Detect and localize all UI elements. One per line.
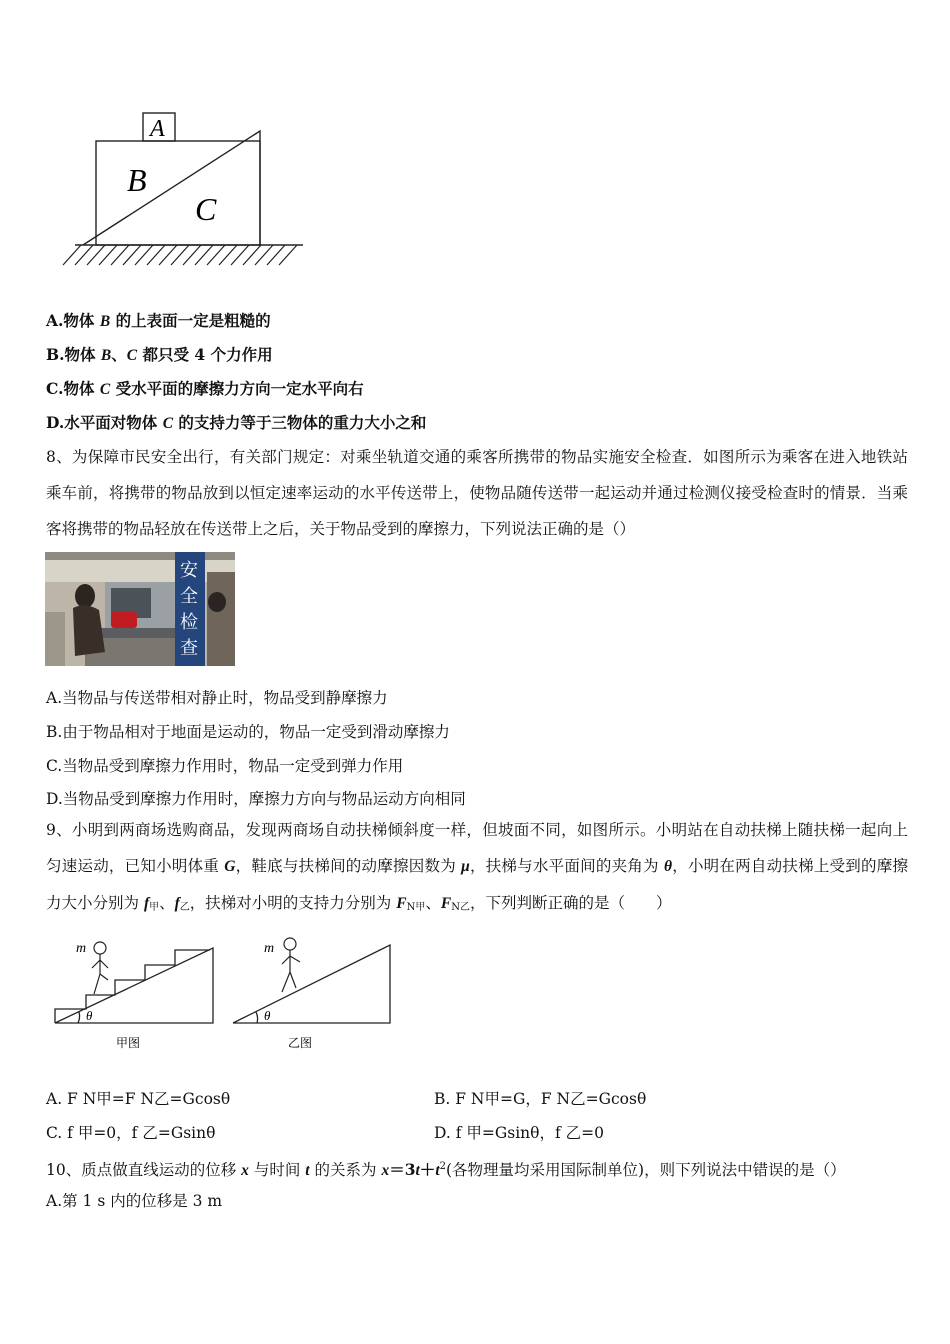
q9-option-b: B. F N甲=G，F N乙=Gcosθ [434, 1090, 647, 1108]
angle-label-left: θ [86, 1008, 93, 1023]
q9-option-a: A. F N甲=F N乙=Gcosθ [46, 1090, 231, 1108]
q9-option-d: D. f 甲=Gsinθ，f 乙=0 [434, 1124, 605, 1142]
security-sign-text: 安全检查 [180, 560, 198, 659]
stick-figure-left [92, 942, 108, 994]
security-check-photo [45, 552, 235, 666]
label-c: C [195, 191, 217, 227]
q7-option-c: C.物体 C 受水平面的摩擦力方向一定水平向右 [46, 379, 364, 398]
wedge-c [83, 131, 260, 245]
escalator-steps [55, 948, 213, 1023]
q8-option-b: B.由于物品相对于地面是运动的，物品一定受到滑动摩擦力 [46, 723, 450, 741]
caption-left: 甲图 [116, 1036, 141, 1050]
blocks-abc-figure [55, 105, 315, 270]
q10-stem: 10、质点做直线运动的位移 x 与时间 t 的关系为 $x=3t+t^2$(各物理量均采用国际制单位)，则下列说法中错误的是（） [46, 1160, 846, 1179]
block-bc [96, 141, 260, 245]
q8-stem: 8、为保障市民安全出行，有关部门规定：对乘坐轨道交通的乘客所携带的物品实施安全检查．如图所示为乘客在进入地铁站乘车前，将携带的物品放到以恒定速率运动的水平传送带上，使物品随传送带一起运动并通过检测仪接受检查时的情景．当乘客将携带的物品轻放在传送带上之后，关于物品受到的摩擦力，下列说法正确的是（） [46, 448, 908, 538]
q8-option-a: A.当物品与传送带相对静止时，物品受到静摩擦力 [46, 689, 388, 707]
q7-option-a: A.物体 B 的上表面一定是粗糙的 [46, 311, 271, 330]
stick-figure-right [282, 938, 300, 992]
escalator-figure [50, 930, 400, 1055]
caption-right: 乙图 [288, 1036, 313, 1050]
angle-label-right: θ [264, 1008, 271, 1023]
q8-option-c: C.当物品受到摩擦力作用时，物品一定受到弹力作用 [46, 757, 404, 775]
ground-hatching [63, 245, 297, 265]
q8-option-d: D.当物品受到摩擦力作用时，摩擦力方向与物品运动方向相同 [46, 790, 466, 808]
label-b: B [127, 162, 147, 198]
mass-label-right: m [264, 941, 275, 956]
q10-option-a: A.第 1 s 内的位移是 3 m [46, 1192, 223, 1210]
q7-option-d: D.水平面对物体 C 的支持力等于三物体的重力大小之和 [46, 413, 427, 432]
label-a: A [150, 116, 165, 142]
mass-label-left: m [76, 941, 87, 956]
q9-option-c: C. f 甲=0，f 乙=Gsinθ [46, 1124, 216, 1142]
escalator-slope [233, 945, 390, 1023]
q7-option-b: B.物体 B、C 都只受 4 个力作用 [46, 345, 273, 364]
q9-stem: 9、小明到两商场选购商品，发现两商场自动扶梯倾斜度一样，但坡面不同，如图所示。小明站在自动扶梯上随扶梯一起向上匀速运动，已知小明体重 G，鞋底与扶梯间的动摩擦因数为 μ，扶梯与水平面间的夹角为 θ，小明在两自动扶梯上受到的摩擦力大小分别为 $f_甲$、$f_乙$，扶梯对小明的支持力分别为 $F_{N甲}$、$F_{N乙}$，下列判断正确的是（ ） [46, 821, 908, 913]
